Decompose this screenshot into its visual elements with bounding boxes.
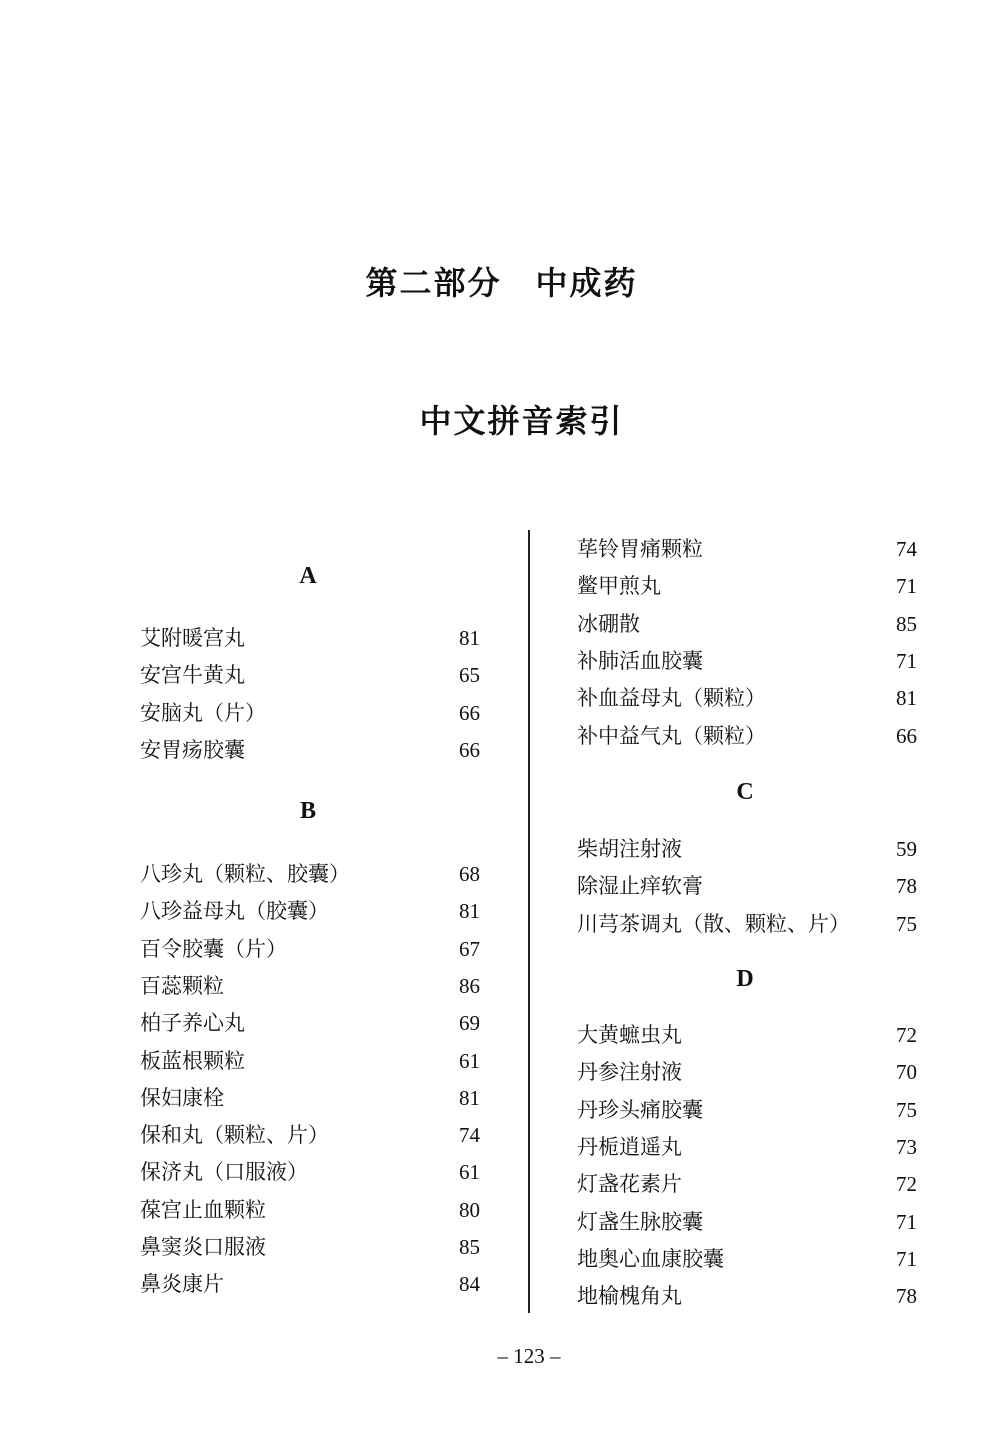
entry-name: 川芎茶调丸（散、颗粒、片） [577, 911, 850, 936]
entry-page-number: 67 [459, 936, 480, 961]
entry-page-number: 84 [459, 1272, 480, 1297]
entry-name: 八珍益母丸（胶囊） [140, 899, 329, 924]
index-entry [577, 1057, 917, 1087]
index-entry [140, 896, 480, 926]
index-entry [577, 571, 917, 601]
entry-name: 安宫牛黄丸 [140, 663, 245, 688]
entry-page-number: 70 [896, 1060, 917, 1085]
index-entry [577, 1095, 917, 1125]
entry-page-number: 81 [459, 626, 480, 650]
entry-page-number: 81 [459, 1085, 480, 1110]
entry-name: 除湿止痒软膏 [577, 874, 703, 899]
entry-page-number: 59 [896, 837, 917, 861]
entry-name: 鳖甲煎丸 [577, 574, 661, 599]
entry-name: 丹栀逍遥丸 [577, 1134, 682, 1159]
entry-name: 艾附暖宫丸 [140, 626, 245, 650]
entry-name: 补肺活血胶囊 [577, 648, 703, 673]
entry-name: 百蕊颗粒 [140, 973, 224, 998]
entry-page-number: 68 [459, 862, 480, 886]
entry-page-number: 66 [896, 723, 917, 748]
section-letter-a: A [299, 563, 317, 589]
entry-page-number: 71 [896, 1246, 917, 1271]
entry-page-number: 72 [896, 1172, 917, 1197]
entry-name: 鼻炎康片 [140, 1272, 224, 1297]
index-entry [577, 609, 917, 639]
entry-page-number: 81 [896, 686, 917, 711]
entry-name: 补血益母丸（颗粒） [577, 686, 766, 711]
entry-page-number: 66 [459, 700, 480, 725]
entry-name: 安胃疡胶囊 [140, 737, 245, 762]
index-entry [140, 698, 480, 728]
entry-name: 柏子养心丸 [140, 1011, 245, 1036]
entry-page-number: 66 [459, 737, 480, 762]
entry-name: 板蓝根颗粒 [140, 1048, 245, 1073]
index-entry [140, 1046, 480, 1076]
section-letter-c: C [736, 779, 754, 805]
index-entry [140, 1120, 480, 1150]
index-entry [140, 735, 480, 765]
entry-page-number: 81 [459, 899, 480, 924]
index-title: 中文拼音索引 [419, 402, 624, 440]
index-entry [140, 1232, 480, 1262]
index-entry [577, 683, 917, 713]
entry-page-number: 85 [896, 611, 917, 636]
entry-page-number: 75 [896, 1097, 917, 1122]
entry-page-number: 75 [896, 911, 917, 936]
entry-name: 灯盏花素片 [577, 1172, 682, 1197]
index-entry [577, 646, 917, 676]
entry-name: 鼻窦炎口服液 [140, 1235, 266, 1259]
entry-name: 安脑丸（片） [140, 700, 266, 725]
section-letter-d: D [736, 966, 754, 992]
index-entry [577, 534, 917, 564]
entry-page-number: 72 [896, 1023, 917, 1047]
index-entry [140, 1157, 480, 1187]
index-entry [577, 721, 917, 751]
entry-name: 荜铃胃痛颗粒 [577, 537, 703, 561]
index-entry [140, 934, 480, 964]
entry-page-number: 61 [459, 1160, 480, 1185]
entry-name: 大黄蟅虫丸 [577, 1023, 682, 1047]
entry-name: 丹珍头痛胶囊 [577, 1097, 703, 1122]
index-entry [140, 1083, 480, 1113]
entry-name: 保妇康栓 [140, 1085, 224, 1110]
index-entry [577, 1244, 917, 1274]
entry-page-number: 69 [459, 1011, 480, 1036]
entry-page-number: 65 [459, 663, 480, 688]
index-entry [577, 871, 917, 901]
entry-page-number: 85 [459, 1235, 480, 1259]
entry-page-number: 80 [459, 1197, 480, 1222]
index-entry [140, 971, 480, 1001]
index-entry [577, 1169, 917, 1199]
entry-name: 灯盏生脉胶囊 [577, 1209, 703, 1234]
index-entry [577, 1132, 917, 1162]
index-entry [577, 1281, 917, 1311]
index-entry [140, 1195, 480, 1225]
entry-page-number: 78 [896, 874, 917, 899]
entry-name: 丹参注射液 [577, 1060, 682, 1085]
entry-page-number: 74 [896, 537, 917, 561]
entry-name: 八珍丸（颗粒、胶囊） [140, 862, 350, 886]
entry-page-number: 61 [459, 1048, 480, 1073]
entry-page-number: 71 [896, 574, 917, 599]
index-entry [140, 660, 480, 690]
entry-name: 冰硼散 [577, 611, 640, 636]
entry-page-number: 78 [896, 1284, 917, 1309]
index-entry [577, 1207, 917, 1237]
entry-page-number: 73 [896, 1134, 917, 1159]
entry-page-number: 71 [896, 648, 917, 673]
entry-name: 保济丸（口服液） [140, 1160, 308, 1185]
entry-name: 地奥心血康胶囊 [577, 1246, 724, 1271]
entry-name: 地榆槐角丸 [577, 1284, 682, 1309]
part-title: 第二部分 中成药 [365, 264, 638, 302]
index-entry [577, 909, 917, 939]
entry-name: 柴胡注射液 [577, 837, 682, 861]
index-entry [577, 1020, 917, 1050]
index-entry [140, 859, 480, 889]
section-letter-b: B [299, 798, 316, 824]
index-entry [140, 1008, 480, 1038]
entry-page-number: 74 [459, 1123, 480, 1148]
entry-name: 保和丸（颗粒、片） [140, 1123, 329, 1148]
index-entry [140, 1269, 480, 1299]
page-number: – 123 – [497, 1344, 561, 1368]
entry-name: 补中益气丸（颗粒） [577, 723, 766, 748]
entry-page-number: 71 [896, 1209, 917, 1234]
index-entry [577, 834, 917, 864]
entry-page-number: 86 [459, 973, 480, 998]
column-divider [528, 530, 530, 1313]
entry-name: 百令胶囊（片） [140, 936, 287, 961]
index-entry [140, 623, 480, 653]
entry-name: 葆宫止血颗粒 [140, 1197, 266, 1222]
